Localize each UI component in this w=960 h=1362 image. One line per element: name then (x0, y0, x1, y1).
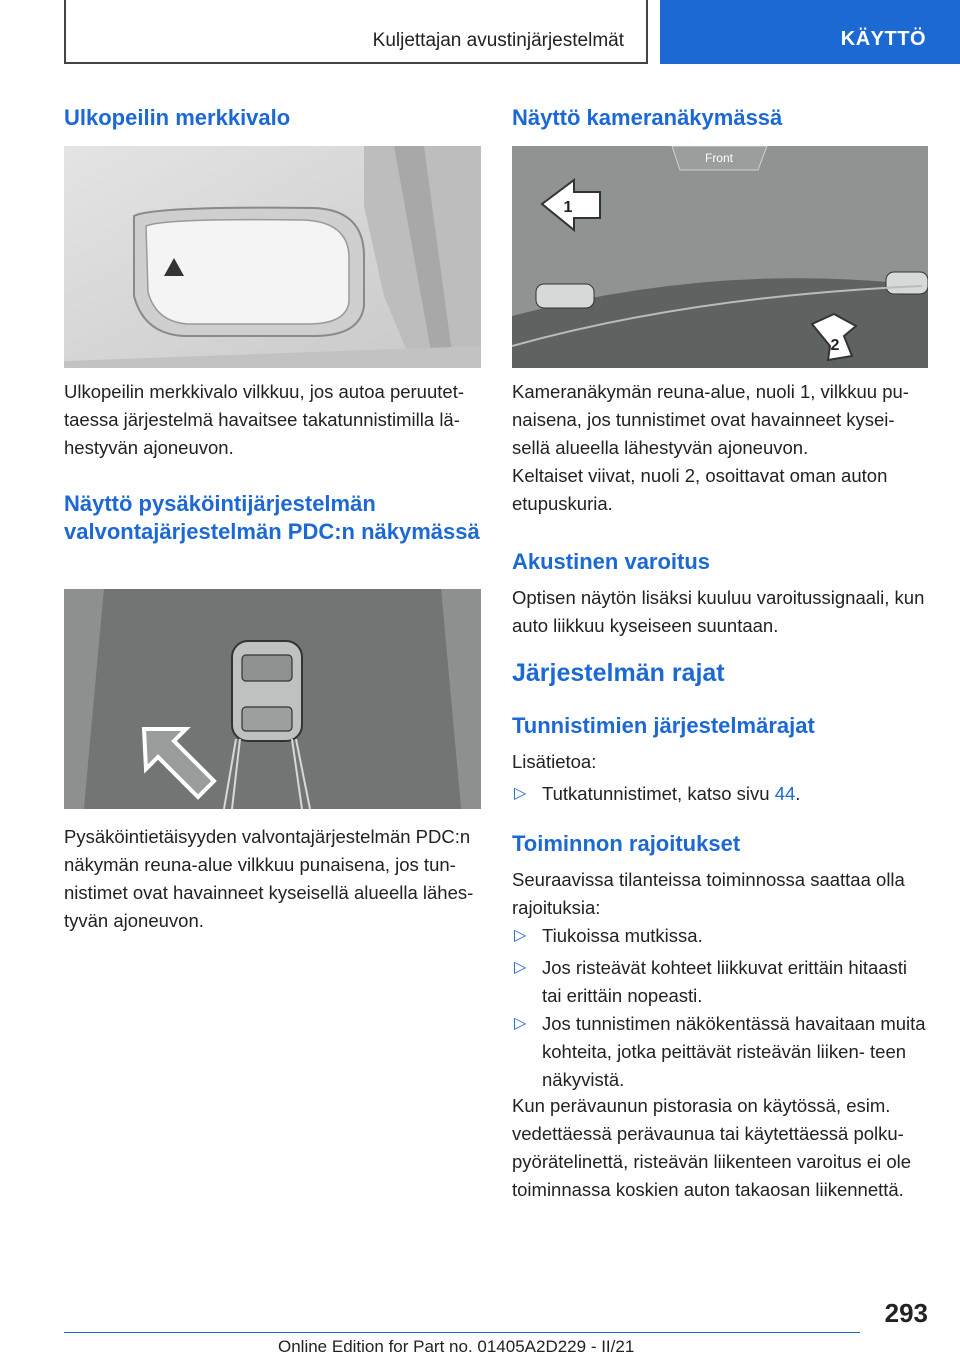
list-item (514, 954, 930, 1010)
list-item (514, 780, 930, 808)
list-bullet-icon: ▷ (514, 785, 527, 802)
heading-acoustic-warning: Akustinen varoitus (512, 549, 711, 574)
list-item-text: Tutkatunnistimet, katso sivu (542, 783, 775, 804)
edition-note: Online Edition for Part no. 01405A2D229 - II/21 (278, 1337, 635, 1356)
mirror-image (64, 146, 481, 368)
list-bullet-icon: ▷ (514, 927, 527, 944)
list-item-text: Tiukoissa mutkissa. (542, 925, 703, 946)
heading-pdc-display: Näyttö pysäköintijärjestelmän valvontajärjestelmän PDC:n näkymässä (64, 491, 480, 544)
paragraph-camera-2: Keltaiset viivat, nuoli 2, osoittavat oman auton etupuskuria. (512, 465, 888, 514)
footer-divider (64, 1332, 860, 1333)
list-item (514, 922, 930, 950)
camera-arrow-1-label: 1 (563, 199, 573, 216)
pdc-image (64, 589, 481, 809)
chapter-tab[interactable] (660, 0, 960, 64)
list-item-text: Jos risteävät kohteet liikkuvat erittäin hitaasti tai erittäin nopeasti. (542, 957, 908, 1006)
list-bullet-icon: ▷ (514, 1015, 527, 1032)
camera-arrow-2-label: 2 (830, 337, 840, 354)
heading-function-limitations: Toiminnon rajoitukset (512, 831, 741, 856)
paragraph-trailer-note: Kun perävaunun pistorasia on käytössä, esim. vedettäessä perävaunua tai käytettäessä polku- pyörätelinettä, risteävän liikenteen varoitus ei ole toiminnassa koskien auton takaosan liikennettä. (512, 1095, 912, 1200)
paragraph-more-info: Lisätietoa: (512, 751, 597, 772)
list-item (514, 1010, 930, 1094)
list-bullet-icon: ▷ (514, 959, 527, 976)
heading-mirror-light: Ulkopeilin merkkivalo (64, 105, 291, 130)
heading-system-limits: Järjestelmän rajat (512, 659, 725, 687)
heading-sensor-limits: Tunnistimien järjestelmärajat (512, 713, 815, 738)
page-link-44[interactable]: 44 (774, 783, 796, 804)
list-item-end: . (795, 783, 801, 804)
page-number: 293 (884, 1298, 928, 1328)
paragraph-acoustic-warning: Optisen näytön lisäksi kuuluu varoitussignaali, kun auto liikkuu kyseiseen suuntaan. (512, 587, 925, 636)
heading-camera-view: Näyttö kameranäkymässä (512, 105, 783, 130)
paragraph-camera-1: Kameranäkymän reuna-alue, nuoli 1, vilkkuu pu- naisena, jos tunnistimet ovat havainneet kysei- sellä alueella lähestyvän ajoneuvon. (512, 381, 909, 458)
camera-image (512, 146, 928, 368)
paragraph-limitations-intro: Seuraavissa tilanteissa toiminnossa saattaa olla rajoituksia: (512, 869, 905, 918)
paragraph-pdc-display: Pysäköintietäisyyden valvontajärjestelmän PDC:n näkymän reuna-alue vilkkuu punaisena, jos tun- nistimet ovat havainneet kyseisellä alueella lähes- tyvän ajoneuvon. (64, 826, 474, 931)
chapter-tab-label: KÄYTTÖ (840, 28, 926, 50)
camera-front-label: Front (704, 151, 734, 165)
section-title: Kuljettajan avustinjärjestelmät (372, 30, 624, 51)
list-item-text: Jos tunnistimen näkökentässä havaitaan muita kohteita, jotka peittävät risteävän liiken- teen näkyvistä. (542, 1013, 926, 1090)
header-box (64, 0, 648, 64)
paragraph-mirror-light: Ulkopeilin merkkivalo vilkkuu, jos autoa peruutet- taessa järjestelmä havaitsee takatunnistimilla lä- hestyvän ajoneuvon. (64, 381, 464, 458)
